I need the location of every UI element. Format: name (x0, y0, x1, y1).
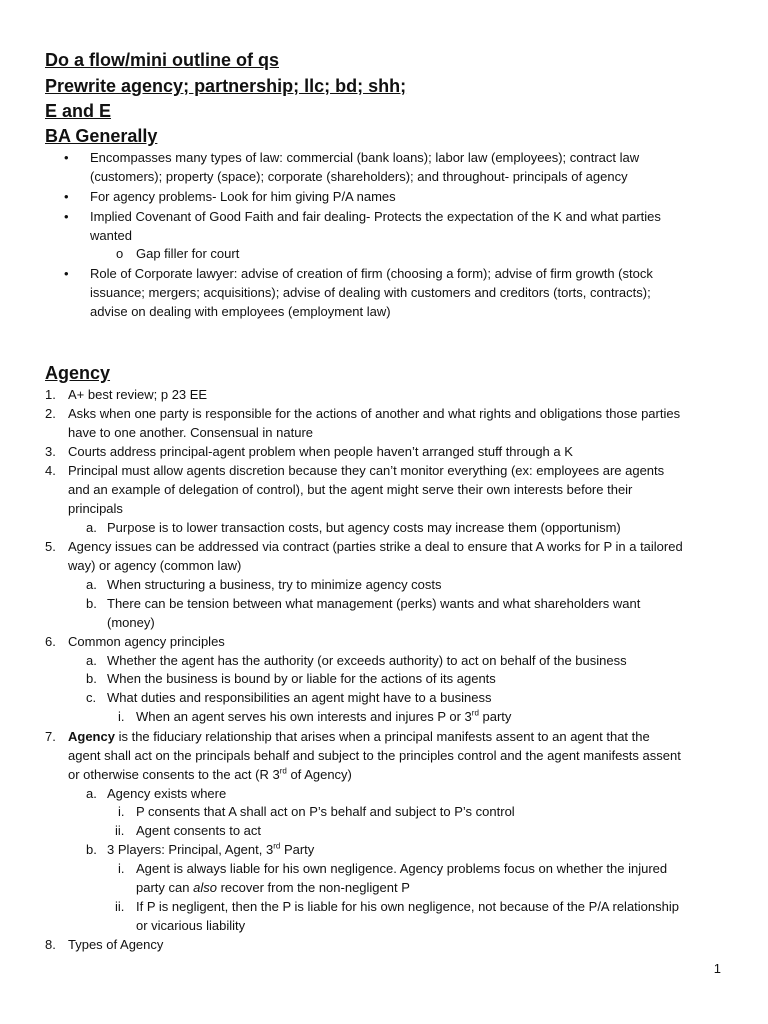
list-number: 7. (45, 729, 56, 744)
list-roman: i. (118, 804, 125, 819)
agency-item-6c-i: When an agent serves his own interests and injures P or 3rd party (136, 708, 512, 724)
agency-item-5b-line-2: (money) (107, 615, 155, 630)
agency-item-4-line-3: principals (68, 501, 123, 516)
list-roman: ii. (115, 823, 125, 838)
list-number: 6. (45, 634, 56, 649)
bullet-marker: • (64, 189, 69, 204)
ba-bullet-2: For agency problems- Look for him giving P/A names (90, 189, 396, 204)
agency-item-5b-line-1: There can be tension between what management (perks) wants and what shareholders want (107, 596, 641, 611)
agency-item-1: A+ best review; p 23 EE (68, 387, 208, 402)
list-roman: i. (118, 861, 125, 876)
list-number: 1. (45, 387, 56, 402)
agency-item-3: Courts address principal-agent problem when people haven’t arranged stuff through a K (68, 444, 573, 459)
list-roman: ii. (115, 899, 125, 914)
agency-item-5-line-1: Agency issues can be addressed via contract (parties strike a deal to ensure that A works for P in a tailored (68, 539, 683, 554)
agency-item-6: Common agency principles (68, 634, 225, 649)
list-letter: a. (86, 577, 97, 592)
agency-item-7b: 3 Players: Principal, Agent, 3rd Party (107, 841, 315, 857)
list-letter: c. (86, 690, 97, 705)
agency-item-4-line-2: and an example of delegation of control), but the agent might serve their own interests before their (68, 482, 633, 497)
bullet-marker: • (64, 266, 69, 281)
agency-item-6a: Whether the agent has the authority (or exceeds authority) to act on behalf of the business (107, 653, 627, 668)
ba-bullet-1-line-2: (customers); property (space); corporate (shareholders); and throughout- principals of agency (90, 169, 628, 184)
agency-item-7b-ii-line-2: or vicarious liability (136, 918, 246, 933)
list-roman: i. (118, 709, 125, 724)
list-letter: a. (86, 786, 97, 801)
page-number: 1 (713, 961, 721, 976)
list-letter: b. (86, 842, 97, 857)
agency-item-4a: Purpose is to lower transaction costs, but agency costs may increase them (opportunism) (107, 520, 621, 535)
ba-bullet-3-sub: Gap filler for court (136, 246, 240, 261)
list-number: 3. (45, 444, 56, 459)
ba-bullet-4-line-1: Role of Corporate lawyer: advise of creation of firm (choosing a form); advise of firm growth (stock (90, 266, 653, 281)
agency-item-7-line-1: Agency is the fiduciary relationship that arises when a principal manifests assent to an agent that the (68, 729, 650, 744)
list-letter: b. (86, 671, 97, 686)
sub-bullet-marker: o (116, 246, 124, 261)
list-number: 8. (45, 937, 56, 952)
list-letter: a. (86, 653, 97, 668)
ba-bullet-1-line-1: Encompasses many types of law: commercial (bank loans); labor law (employees); contract law (90, 150, 640, 165)
heading-ba-generally: BA Generally (45, 126, 158, 146)
list-letter: a. (86, 520, 97, 535)
heading-outline: Do a flow/mini outline of qs (45, 50, 279, 70)
ba-bullet-3-line-1: Implied Covenant of Good Faith and fair dealing- Protects the expectation of the K and what parties (90, 209, 661, 224)
heading-prewrite: Prewrite agency; partnership; llc; bd; shh; (45, 76, 407, 96)
agency-item-7a-ii: Agent consents to act (136, 823, 262, 838)
heading-agency: Agency (45, 363, 111, 383)
bullet-marker: • (64, 209, 69, 224)
agency-item-6c: What duties and responsibilities an agent might have to a business (107, 690, 492, 705)
list-number: 4. (45, 463, 56, 478)
list-number: 2. (45, 406, 56, 421)
agency-item-7a-i: P consents that A shall act on P’s behalf and subject to P’s control (136, 804, 515, 819)
agency-item-4-line-1: Principal must allow agents discretion because they can’t monitor everything (ex: employees are agents (68, 463, 665, 478)
agency-item-5-line-2: way) or agency (common law) (68, 558, 242, 573)
agency-item-6b: When the business is bound by or liable for the actions of its agents (107, 671, 496, 686)
bullet-marker: • (64, 150, 69, 165)
agency-item-2-line-2: have to one another. Consensual in nature (68, 425, 314, 440)
agency-item-7b-i-line-1: Agent is always liable for his own negligence. Agency problems focus on whether the injured (136, 861, 668, 876)
agency-item-7b-i-line-2: party can also recover from the non-negligent P (136, 880, 410, 895)
list-number: 5. (45, 539, 56, 554)
agency-item-7-line-2: agent shall act on the principals behalf and subject to the principles control and the agent manifests assent (68, 748, 681, 763)
agency-item-5a: When structuring a business, try to minimize agency costs (107, 577, 442, 592)
agency-item-7a: Agency exists where (107, 786, 227, 801)
agency-item-7b-ii-line-1: If P is negligent, then the P is liable for his own negligence, not because of the P/A relationship (136, 899, 679, 914)
agency-item-2-line-1: Asks when one party is responsible for the actions of another and what rights and obligations those parties (68, 406, 681, 421)
agency-item-7-line-3: or otherwise consents to the act (R 3rd of Agency) (68, 766, 352, 782)
agency-item-8: Types of Agency (68, 937, 164, 952)
ba-bullet-4-line-2: issuance; mergers; acquisitions); advise of dealing with customers and creditors (torts, contracts); (90, 285, 651, 300)
ba-bullet-3-line-2: wanted (90, 228, 132, 243)
ba-bullet-4-line-3: advise on dealing with employees (employment law) (90, 304, 391, 319)
list-letter: b. (86, 596, 97, 611)
heading-e-and-e: E and E (45, 101, 112, 121)
